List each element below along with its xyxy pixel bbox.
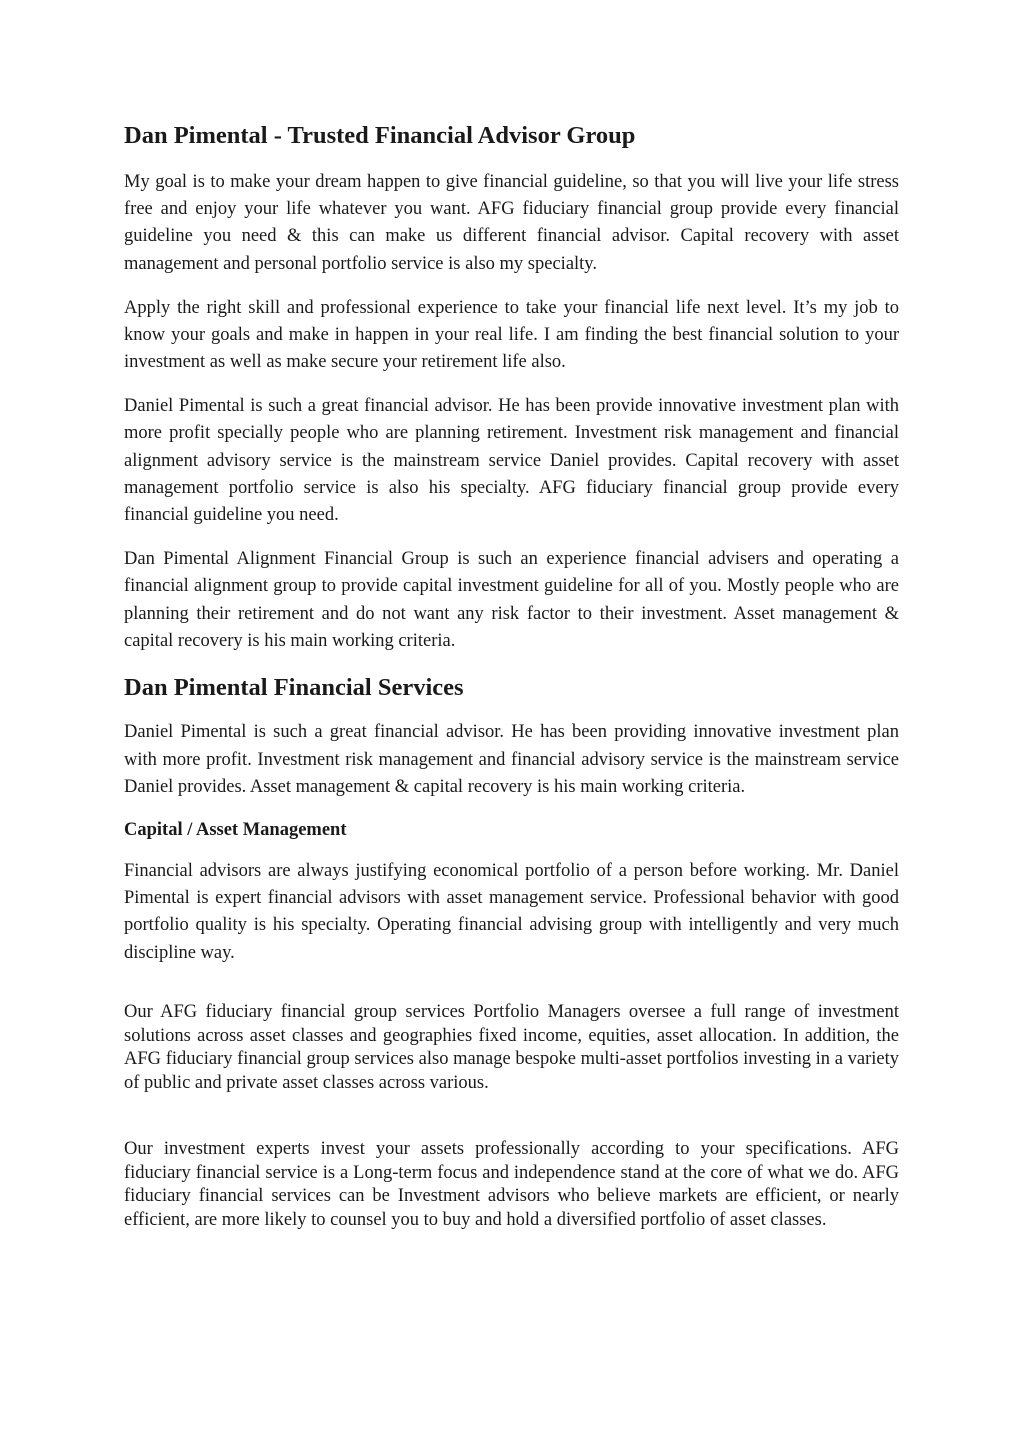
document-title: Dan Pimental - Trusted Financial Advisor Group	[124, 122, 636, 149]
paragraph-services-intro: Daniel Pimental is such a great financial advisor. He has been providing innovative investment plan with more profit. Investment risk management and financial advisory service is the mainstream service Daniel provides. Asset management & capital recovery is his main working criteria.	[124, 722, 899, 798]
paragraph-great-advisor: Daniel Pimental is such a great financial advisor. He has been provide innovative investment plan with more profit specially people who are planning retirement. Investment risk management and financial alignment advisory service is the mainstream service Daniel provides. Capital recovery with asset management portfolio service is also his specialty. AFG fiduciary financial group provide every financial guideline you need.	[124, 395, 899, 526]
paragraph-alignment-group: Dan Pimental Alignment Financial Group is such an experience financial advisers and operating a financial alignment group to provide capital investment guideline for all of you. Mostly people who are planning their retirement and do not want any risk factor to their investment. Asset management & capital recovery is his main working criteria.	[124, 548, 899, 651]
paragraph-goal: My goal is to make your dream happen to give financial guideline, so that you will live your life stress free and enjoy your life whatever you want. AFG fiduciary financial group provide every financial guideline you need & this can make us different financial advisor. Capital recovery with asset management and personal portfolio service is also my specialty.	[124, 171, 899, 274]
subheading-asset-management: Capital / Asset Management	[124, 819, 347, 840]
paragraph-portfolio-managers: Our AFG fiduciary financial group services Portfolio Managers oversee a full range of investment solutions across asset classes and geographies fixed income, equities, asset allocation. In addition, the AFG fiduciary financial group services also manage bespoke multi-asset portfolios investing in a variety of public and private asset classes across various.	[124, 1002, 899, 1094]
document-page	[124, 120, 899, 1249]
paragraph-investment-experts: Our investment experts invest your assets professionally according to your specifications. AFG fiduciary financial service is a Long-term focus and independence stand at the core of what we do. AFG fiduciary financial services can be Investment advisors who believe markets are efficient, or nearly efficient, are more likely to counsel you to buy and hold a diversified portfolio of asset classes.	[124, 1138, 899, 1230]
paragraph-skill: Apply the right skill and professional experience to take your financial life next level. It’s my job to know your goals and make in happen in your real life. I am finding the best financial solution to your investment as well as make secure your retirement life also.	[124, 297, 899, 373]
section-heading-financial-services: Dan Pimental Financial Services	[124, 673, 464, 701]
paragraph-advisors-justifying: Financial advisors are always justifying economical portfolio of a person before working. Mr. Daniel Pimental is expert financial advisors with asset management service. Professional behavior with good portfolio quality is his specialty. Operating financial advising group with intelligently and very much discipline way.	[124, 860, 899, 963]
